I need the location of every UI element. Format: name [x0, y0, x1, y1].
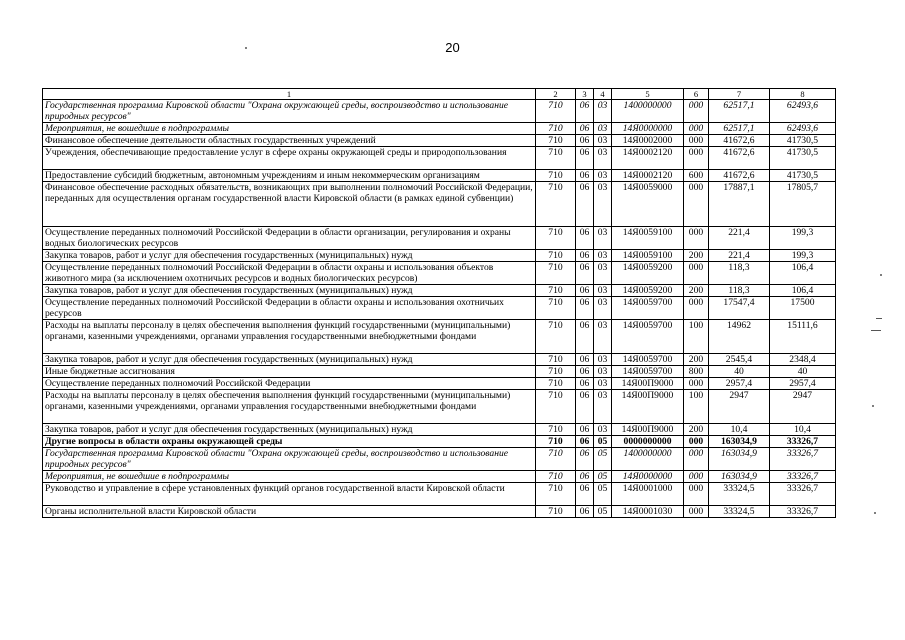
- cell-expense-type: 000: [684, 100, 709, 123]
- cell-amount-col7: 163034,9: [709, 436, 770, 448]
- cell-amount-col8: 33326,7: [770, 506, 836, 518]
- cell-subsection: 05: [594, 436, 612, 448]
- cell-ministry: 710: [536, 354, 576, 366]
- cell-section: 06: [576, 448, 594, 471]
- cell-amount-col7: 40: [709, 366, 770, 378]
- cell-amount-col7: 17887,1: [709, 182, 770, 227]
- cell-target-article: 14Я0000000: [612, 471, 684, 483]
- cell-section: 06: [576, 366, 594, 378]
- cell-expense-type: 200: [684, 354, 709, 366]
- header-cell: 8: [770, 89, 836, 100]
- header-cell: 1: [43, 89, 536, 100]
- cell-subsection: 03: [594, 354, 612, 366]
- cell-subsection: 03: [594, 297, 612, 320]
- cell-section: 06: [576, 182, 594, 227]
- table-row: [43, 147, 836, 170]
- cell-amount-col8: 33326,7: [770, 448, 836, 471]
- table-row: [43, 100, 836, 123]
- cell-target-article: 14Я0059700: [612, 366, 684, 378]
- cell-ministry: 710: [536, 506, 576, 518]
- cell-name: Расходы на выплаты персоналу в целях обеспечения выполнения функций государственными (муниципальными) органами, казенными учреждениями, органами управления государственными внебюджетными фондами: [43, 390, 536, 424]
- cell-amount-col8: 10,4: [770, 424, 836, 436]
- cell-amount-col7: 2545,4: [709, 354, 770, 366]
- cell-subsection: 05: [594, 506, 612, 518]
- cell-section: 06: [576, 436, 594, 448]
- table-row: [43, 262, 836, 285]
- cell-amount-col7: 62517,1: [709, 100, 770, 123]
- cell-expense-type: 600: [684, 170, 709, 182]
- cell-amount-col7: 14962: [709, 320, 770, 354]
- header-cell: 6: [684, 89, 709, 100]
- table-row: [43, 483, 836, 506]
- cell-name: Другие вопросы в области охраны окружающей среды: [43, 436, 536, 448]
- scan-speck: [871, 330, 881, 331]
- cell-amount-col8: 41730,5: [770, 135, 836, 147]
- cell-target-article: 14Я0059100: [612, 250, 684, 262]
- table-row: [43, 135, 836, 147]
- budget-table: [42, 88, 836, 518]
- cell-subsection: 03: [594, 320, 612, 354]
- cell-amount-col8: 2957,4: [770, 378, 836, 390]
- table-row: [43, 366, 836, 378]
- cell-name: Осуществление переданных полномочий Российской Федерации в области организации, регулирования и охраны водных биологических ресурсов: [43, 227, 536, 250]
- cell-target-article: 14Я00П9000: [612, 390, 684, 424]
- cell-subsection: 03: [594, 285, 612, 297]
- cell-section: 06: [576, 424, 594, 436]
- table-row: [43, 354, 836, 366]
- cell-name: Закупка товаров, работ и услуг для обеспечения государственных (муниципальных) нужд: [43, 285, 536, 297]
- page-number: 20: [445, 40, 460, 55]
- cell-expense-type: 200: [684, 424, 709, 436]
- header-cell: 7: [709, 89, 770, 100]
- cell-target-article: 14Я0059700: [612, 354, 684, 366]
- cell-amount-col8: 41730,5: [770, 170, 836, 182]
- cell-expense-type: 800: [684, 366, 709, 378]
- cell-name: Финансовое обеспечение расходных обязательств, возникающих при выполнении полномочий Российской Федерации, переданных для осуществления органам государственной власти Кировской области (в рамках единой субвенции): [43, 182, 536, 227]
- header-cell: 5: [612, 89, 684, 100]
- cell-amount-col8: 106,4: [770, 262, 836, 285]
- cell-section: 06: [576, 506, 594, 518]
- header-cell: 4: [594, 89, 612, 100]
- cell-ministry: 710: [536, 123, 576, 135]
- cell-amount-col7: 62517,1: [709, 123, 770, 135]
- cell-name: Предоставление субсидий бюджетным, автономным учреждениям и иным некоммерческим организациям: [43, 170, 536, 182]
- cell-name: Закупка товаров, работ и услуг для обеспечения государственных (муниципальных) нужд: [43, 424, 536, 436]
- cell-amount-col8: 40: [770, 366, 836, 378]
- cell-amount-col7: 41672,6: [709, 170, 770, 182]
- cell-amount-col8: 62493,6: [770, 123, 836, 135]
- cell-amount-col8: 17805,7: [770, 182, 836, 227]
- cell-name: Осуществление переданных полномочий Российской Федерации в области охраны и использования охотничьих ресурсов: [43, 297, 536, 320]
- cell-name: Закупка товаров, работ и услуг для обеспечения государственных (муниципальных) нужд: [43, 354, 536, 366]
- cell-ministry: 710: [536, 170, 576, 182]
- cell-ministry: 710: [536, 285, 576, 297]
- cell-ministry: 710: [536, 100, 576, 123]
- cell-expense-type: 200: [684, 285, 709, 297]
- cell-ministry: 710: [536, 436, 576, 448]
- cell-subsection: 03: [594, 100, 612, 123]
- cell-amount-col7: 33324,5: [709, 483, 770, 506]
- cell-name: Руководство и управление в сфере установленных функций органов государственной власти Кировской области: [43, 483, 536, 506]
- cell-amount-col8: 41730,5: [770, 147, 836, 170]
- cell-section: 06: [576, 262, 594, 285]
- cell-expense-type: 000: [684, 123, 709, 135]
- cell-section: 06: [576, 354, 594, 366]
- cell-amount-col7: 2947: [709, 390, 770, 424]
- cell-name: Учреждения, обеспечивающие предоставление услуг в сфере охраны окружающей среды и природопользования: [43, 147, 536, 170]
- cell-section: 06: [576, 170, 594, 182]
- cell-amount-col7: 221,4: [709, 250, 770, 262]
- table-row: [43, 390, 836, 424]
- cell-ministry: 710: [536, 182, 576, 227]
- cell-section: 06: [576, 390, 594, 424]
- cell-name: Мероприятия, не вошедшие в подпрограммы: [43, 123, 536, 135]
- cell-amount-col8: 17500: [770, 297, 836, 320]
- cell-subsection: 05: [594, 471, 612, 483]
- cell-expense-type: 200: [684, 250, 709, 262]
- scan-speck: [876, 318, 882, 319]
- cell-ministry: 710: [536, 366, 576, 378]
- cell-expense-type: 000: [684, 378, 709, 390]
- cell-amount-col8: 2348,4: [770, 354, 836, 366]
- cell-subsection: 05: [594, 448, 612, 471]
- table-row: [43, 378, 836, 390]
- scan-speck: [874, 512, 876, 514]
- cell-target-article: 14Я0002000: [612, 135, 684, 147]
- cell-target-article: 14Я0059100: [612, 227, 684, 250]
- cell-expense-type: 000: [684, 448, 709, 471]
- table-row: [43, 506, 836, 518]
- table-row: [43, 170, 836, 182]
- cell-target-article: 1400000000: [612, 100, 684, 123]
- cell-subsection: 03: [594, 262, 612, 285]
- cell-amount-col7: 41672,6: [709, 135, 770, 147]
- table-row: [43, 285, 836, 297]
- cell-amount-col8: 199,3: [770, 250, 836, 262]
- cell-name: Иные бюджетные ассигнования: [43, 366, 536, 378]
- cell-subsection: 03: [594, 227, 612, 250]
- cell-expense-type: 100: [684, 390, 709, 424]
- cell-expense-type: 000: [684, 135, 709, 147]
- cell-amount-col7: 118,3: [709, 285, 770, 297]
- cell-amount-col8: 15111,6: [770, 320, 836, 354]
- cell-target-article: 14Я00П9000: [612, 378, 684, 390]
- cell-ministry: 710: [536, 262, 576, 285]
- cell-expense-type: 000: [684, 182, 709, 227]
- cell-name: Осуществление переданных полномочий Российской Федерации: [43, 378, 536, 390]
- cell-ministry: 710: [536, 227, 576, 250]
- cell-subsection: 03: [594, 147, 612, 170]
- cell-subsection: 03: [594, 170, 612, 182]
- cell-amount-col7: 10,4: [709, 424, 770, 436]
- cell-ministry: 710: [536, 297, 576, 320]
- cell-ministry: 710: [536, 250, 576, 262]
- table-row: [43, 320, 836, 354]
- cell-ministry: 710: [536, 471, 576, 483]
- cell-ministry: 710: [536, 378, 576, 390]
- cell-amount-col8: 33326,7: [770, 436, 836, 448]
- cell-ministry: 710: [536, 424, 576, 436]
- cell-name: Государственная программа Кировской области "Охрана окружающей среды, воспроизводство и использование природных ресурсов": [43, 448, 536, 471]
- cell-expense-type: 000: [684, 471, 709, 483]
- cell-name: Государственная программа Кировской области "Охрана окружающей среды, воспроизводство и использование природных ресурсов": [43, 100, 536, 123]
- cell-name: Расходы на выплаты персоналу в целях обеспечения выполнения функций государственными (муниципальными) органами, казенными учреждениями, органами управления государственными внебюджетными фондами: [43, 320, 536, 354]
- cell-target-article: 14Я0000000: [612, 123, 684, 135]
- table-row: [43, 250, 836, 262]
- cell-subsection: 03: [594, 123, 612, 135]
- header-cell: 2: [536, 89, 576, 100]
- cell-section: 06: [576, 250, 594, 262]
- table-row: [43, 448, 836, 471]
- cell-amount-col8: 106,4: [770, 285, 836, 297]
- cell-expense-type: 100: [684, 320, 709, 354]
- cell-amount-col7: 221,4: [709, 227, 770, 250]
- cell-amount-col7: 33324,5: [709, 506, 770, 518]
- cell-subsection: 03: [594, 182, 612, 227]
- cell-subsection: 03: [594, 378, 612, 390]
- cell-ministry: 710: [536, 483, 576, 506]
- cell-amount-col7: 2957,4: [709, 378, 770, 390]
- cell-section: 06: [576, 147, 594, 170]
- cell-target-article: 1400000000: [612, 448, 684, 471]
- cell-section: 06: [576, 320, 594, 354]
- cell-ministry: 710: [536, 320, 576, 354]
- cell-subsection: 03: [594, 424, 612, 436]
- cell-subsection: 03: [594, 135, 612, 147]
- cell-expense-type: 000: [684, 147, 709, 170]
- cell-amount-col7: 118,3: [709, 262, 770, 285]
- cell-expense-type: 000: [684, 262, 709, 285]
- header-cell: 3: [576, 89, 594, 100]
- table-header-row: [43, 89, 836, 100]
- cell-subsection: 03: [594, 366, 612, 378]
- cell-name: Мероприятия, не вошедшие в подпрограммы: [43, 471, 536, 483]
- cell-section: 06: [576, 227, 594, 250]
- table-row: [43, 182, 836, 227]
- cell-target-article: 14Я00П9000: [612, 424, 684, 436]
- cell-section: 06: [576, 297, 594, 320]
- cell-target-article: 14Я0001030: [612, 506, 684, 518]
- cell-name: Закупка товаров, работ и услуг для обеспечения государственных (муниципальных) нужд: [43, 250, 536, 262]
- table-row: [43, 424, 836, 436]
- cell-section: 06: [576, 100, 594, 123]
- scan-speck: [245, 47, 247, 49]
- cell-target-article: 14Я0059700: [612, 320, 684, 354]
- table-row: [43, 471, 836, 483]
- cell-target-article: 14Я0002120: [612, 147, 684, 170]
- cell-name: Органы исполнительной власти Кировской области: [43, 506, 536, 518]
- cell-target-article: 14Я0059200: [612, 285, 684, 297]
- cell-subsection: 03: [594, 250, 612, 262]
- cell-amount-col8: 199,3: [770, 227, 836, 250]
- scan-speck: [880, 274, 882, 276]
- cell-target-article: 14Я0059700: [612, 297, 684, 320]
- cell-expense-type: 000: [684, 436, 709, 448]
- table-row: [43, 297, 836, 320]
- cell-amount-col8: 2947: [770, 390, 836, 424]
- table-row: [43, 436, 836, 448]
- cell-amount-col8: 62493,6: [770, 100, 836, 123]
- cell-amount-col7: 17547,4: [709, 297, 770, 320]
- cell-target-article: 14Я0059200: [612, 262, 684, 285]
- cell-amount-col7: 41672,6: [709, 147, 770, 170]
- cell-subsection: 03: [594, 390, 612, 424]
- cell-section: 06: [576, 483, 594, 506]
- cell-expense-type: 000: [684, 297, 709, 320]
- cell-ministry: 710: [536, 448, 576, 471]
- cell-expense-type: 000: [684, 483, 709, 506]
- cell-ministry: 710: [536, 390, 576, 424]
- table-row: [43, 123, 836, 135]
- cell-section: 06: [576, 123, 594, 135]
- cell-target-article: 14Я0001000: [612, 483, 684, 506]
- cell-section: 06: [576, 285, 594, 297]
- cell-ministry: 710: [536, 147, 576, 170]
- cell-section: 06: [576, 378, 594, 390]
- cell-target-article: 14Я0059000: [612, 182, 684, 227]
- scan-speck: [872, 405, 874, 407]
- cell-amount-col8: 33326,7: [770, 483, 836, 506]
- cell-subsection: 05: [594, 483, 612, 506]
- cell-target-article: 14Я0002120: [612, 170, 684, 182]
- cell-expense-type: 000: [684, 506, 709, 518]
- cell-name: Осуществление переданных полномочий Российской Федерации в области охраны и использования объектов животного мира (за исключением охотничьих ресурсов и водных биологических ресурсов): [43, 262, 536, 285]
- cell-section: 06: [576, 471, 594, 483]
- cell-target-article: 0000000000: [612, 436, 684, 448]
- cell-amount-col7: 163034,9: [709, 448, 770, 471]
- cell-amount-col7: 163034,9: [709, 471, 770, 483]
- cell-expense-type: 000: [684, 227, 709, 250]
- cell-section: 06: [576, 135, 594, 147]
- cell-ministry: 710: [536, 135, 576, 147]
- cell-amount-col8: 33326,7: [770, 471, 836, 483]
- table-row: [43, 227, 836, 250]
- cell-name: Финансовое обеспечение деятельности областных государственных учреждений: [43, 135, 536, 147]
